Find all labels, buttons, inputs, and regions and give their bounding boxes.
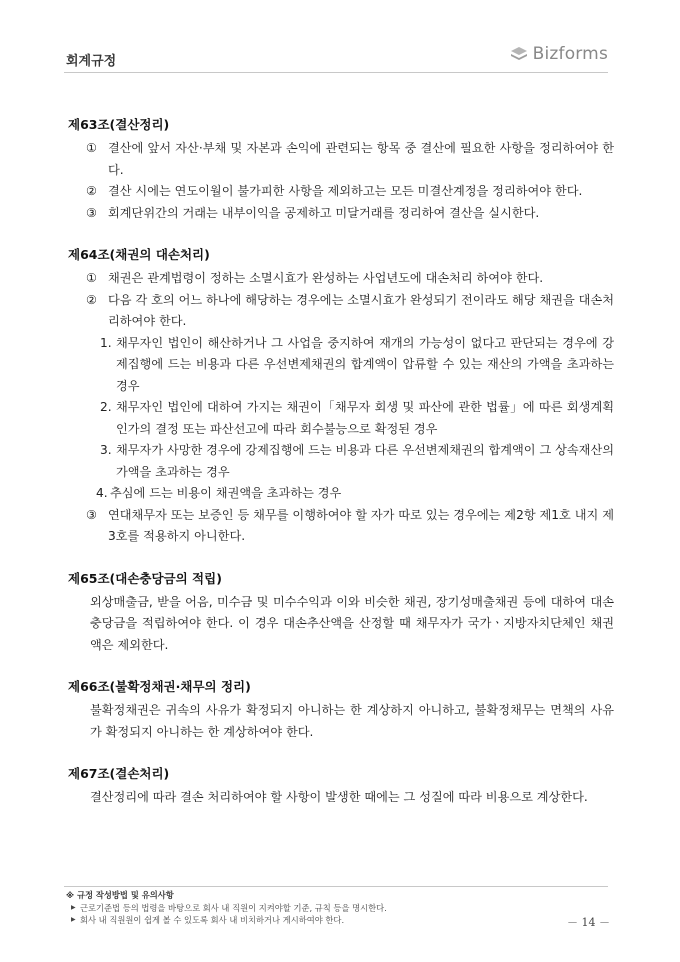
sub-item <box>68 397 614 440</box>
document-body <box>68 114 614 829</box>
footer-bullet <box>66 914 387 927</box>
sub-item <box>68 333 614 398</box>
page-header-title: 회계규정 <box>66 54 117 69</box>
item-mark: 1. <box>100 335 112 350</box>
triangle-bullet-icon: ▶ <box>71 903 76 911</box>
article-title: 제66조(불확정채권·채무의 정리) <box>68 679 251 694</box>
sub-item <box>68 440 614 483</box>
sub-item <box>68 483 614 505</box>
article-title: 제63조(결산정리) <box>68 117 170 132</box>
footer-bullet <box>66 902 387 915</box>
article-text: 외상매출금, 받을 어음, 미수금 및 미수수익과 이와 비슷한 채권, 장기성매출채권 등에 대하여 대손충당금을 적립하여야 한다. 이 경우 대손추산액을 산정할 때 채무자가 국가ㆍ지방자치단체인 채권액은 제외한다. <box>90 594 614 652</box>
para-mark: ③ <box>86 205 97 220</box>
item-text: 채무자인 법인이 해산하거나 그 사업을 중지하여 재개의 가능성이 없다고 판단되는 경우에 강제집행에 드는 비용과 다른 우선변제채권의 합계액이 압류할 수 있는 재산의 가액을 초과하는 경우 <box>116 335 614 393</box>
article-64 <box>68 244 614 548</box>
item-mark: 3. <box>100 443 112 457</box>
article-67 <box>68 763 614 809</box>
para-text: 다음 각 호의 어느 하나에 해당하는 경우에는 소멸시효가 완성되기 전이라도 해당 채권을 대손처리하여야 한다. <box>108 292 614 328</box>
header-divider <box>64 72 608 73</box>
footer-divider <box>64 886 608 887</box>
para-mark: ② <box>86 184 97 198</box>
footer-bullet-text: 회사 내 직원원이 쉽게 볼 수 있도록 회사 내 비치하거나 게시하여야 한다. <box>80 915 345 925</box>
footer-note-title: ※ 규정 작성방법 및 유의사항 <box>66 890 174 900</box>
para-mark: ① <box>86 271 97 285</box>
item-text: 채무자가 사망한 경우에 강제집행에 드는 비용과 다른 우선변제채권의 합계액이 그 상속재산의 가액을 초과하는 경우 <box>116 443 614 479</box>
para-mark: ② <box>86 292 97 307</box>
paragraph <box>68 290 614 333</box>
item-mark: 2. <box>100 400 112 414</box>
paragraph <box>68 181 614 203</box>
triangle-bullet-icon: ▶ <box>71 916 76 923</box>
item-text: 채무자인 법인에 대하여 가지는 채권이「채무자 회생 및 파산에 관한 법률」에 따른 회생계획인가의 결정 또는 파산선고에 따라 회수불능으로 확정된 경우 <box>116 400 614 436</box>
para-text: 결산 시에는 연도이월이 불가피한 사항을 제외하고는 모든 미결산계정을 정리하여야 한다. <box>108 184 583 198</box>
paragraph <box>68 138 614 181</box>
para-text: 회계단위간의 거래는 내부이익을 공제하고 미달거래를 정리하여 결산을 실시한다. <box>108 205 540 220</box>
footer-note <box>66 889 387 927</box>
bizforms-logo-icon <box>510 46 528 62</box>
para-mark: ① <box>86 141 97 155</box>
para-text: 연대채무자 또는 보증인 등 채무를 이행하여야 할 자가 따로 있는 경우에는 제2항 제1호 내지 제3호를 적용하지 아니한다. <box>108 507 614 543</box>
para-text: 결산에 앞서 자산·부채 및 자본과 손익에 관련되는 항목 중 결산에 필요한 사항을 정리하여야 한다. <box>108 141 614 177</box>
article-65 <box>68 568 614 657</box>
footer-bullet-text: 근로기준법 등의 법령을 바탕으로 회사 내 직원이 지켜야할 기준, 규칙 등을 명시한다. <box>80 902 387 913</box>
bizforms-logo <box>510 44 608 64</box>
para-mark: ③ <box>86 507 97 522</box>
item-mark: 4. <box>96 486 108 500</box>
para-text: 채권은 관계법령이 정하는 소멸시효가 완성하는 사업년도에 대손처리 하여야 한다. <box>108 271 544 285</box>
article-title: 제67조(결손처리) <box>68 766 170 781</box>
logo-text: Bizforms <box>532 44 608 64</box>
paragraph <box>68 505 614 548</box>
paragraph <box>68 203 614 225</box>
article-66 <box>68 676 614 743</box>
page-number: － 14 － <box>567 916 610 929</box>
article-title: 제64조(채권의 대손처리) <box>68 247 210 262</box>
article-text: 결산정리에 따라 결손 처리하여야 할 사항이 발생한 때에는 그 성질에 따라 비용으로 계상한다. <box>90 790 588 804</box>
article-title: 제65조(대손충당금의 적립) <box>68 570 222 586</box>
article-63 <box>68 114 614 224</box>
item-text: 추심에 드는 비용이 채권액을 초과하는 경우 <box>110 486 342 500</box>
article-text: 불확정채권은 귀속의 사유가 확정되지 아니하는 한 계상하지 아니하고, 불확정채무는 면책의 사유가 확정되지 아니하는 한 계상하여야 한다. <box>90 703 614 739</box>
paragraph <box>68 268 614 290</box>
